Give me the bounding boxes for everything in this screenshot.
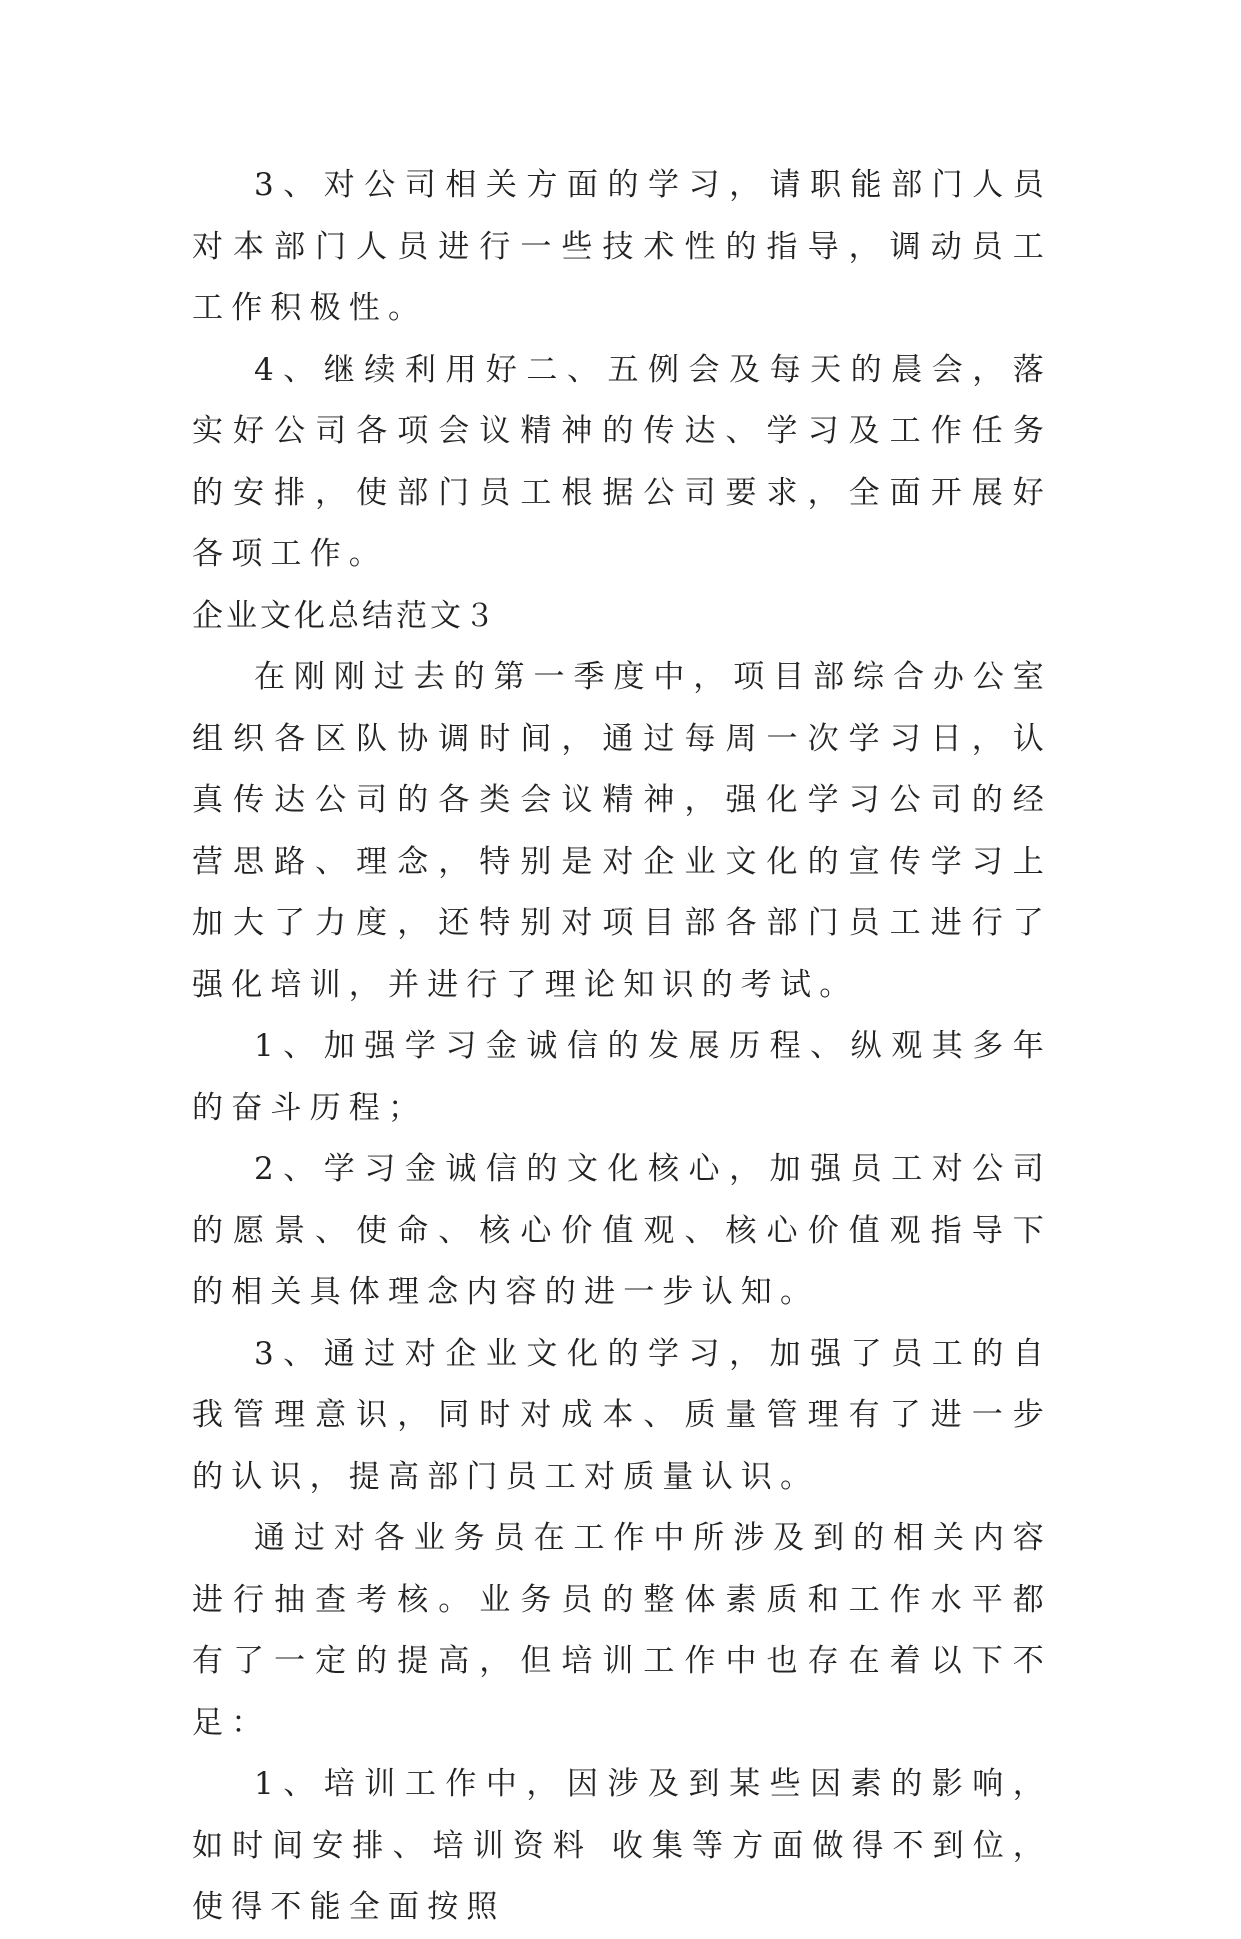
paragraph: 4、继续利用好二、五例会及每天的晨会，落实好公司各项会议精神的传达、学习及工作任务的安排，使部门员工根据公司要求，全面开展好各项工作。	[192, 351, 1052, 572]
paragraph: 在刚刚过去的第一季度中，项目部综合办公室组织各区队协调时间，通过每周一次学习日，认真传达公司的各类会议精神，强化学习公司的经营思路、理念，特别是对企业文化的宣传学习上加大了力度，还特别对项目部各部门员工进行了强化培训，并进行了理论知识的考试。	[192, 659, 1052, 1003]
section-title: 企业文化总结范文３	[192, 597, 498, 634]
document-body	[192, 155, 1052, 1939]
paragraph: 通过对各业务员在工作中所涉及到的相关内容进行抽查考核。业务员的整体素质和工作水平都有了一定的提高，但培训工作中也存在着以下不足：	[192, 1520, 1052, 1741]
paragraph: 3、对公司相关方面的学习，请职能部门人员对本部门人员进行一些技术性的指导，调动员工工作积极性。	[192, 167, 1052, 326]
paragraph: 1、加强学习金诚信的发展历程、纵观其多年的奋斗历程；	[192, 1028, 1052, 1126]
paragraph: 1、培训工作中，因涉及到某些因素的影响，如时间安排、培训资料 收集等方面做得不到位，使得不能全面按照	[192, 1766, 1052, 1925]
paragraph: 2、学习金诚信的文化核心，加强员工对公司的愿景、使命、核心价值观、核心价值观指导下的相关具体理念内容的进一步认知。	[192, 1151, 1052, 1310]
paragraph: 3、通过对企业文化的学习，加强了员工的自我管理意识，同时对成本、质量管理有了进一步的认识，提高部门员工对质量认识。	[192, 1335, 1052, 1495]
